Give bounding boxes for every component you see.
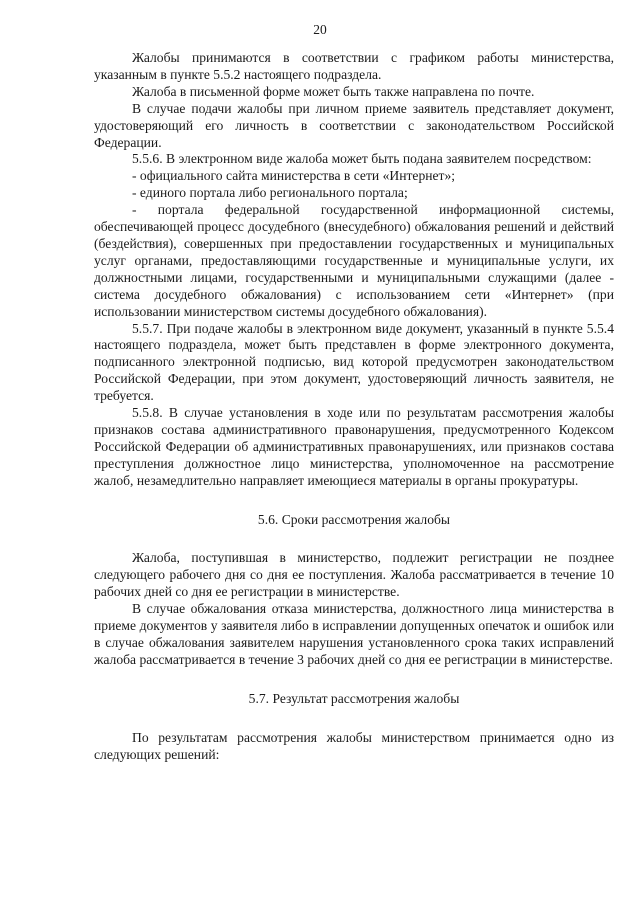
paragraph-5-5-6: 5.5.6. В электронном виде жалоба может быть подана заявителем посредством:	[132, 151, 592, 167]
list-item-unified-portal: - единого портала либо регионального портала;	[132, 185, 408, 201]
document-body	[94, 50, 614, 764]
paragraph-refusal-appeal-term: В случае обжалования отказа министерства, должностного лица министерства в приеме документов у заявителя либо в исправлении допущенных опечаток и ошибок или в случае обжалования заявителем нарушения установленного срока таких исправлений жалоба рассматривается в течение 3 рабочих дней со дня ее регистрации в министерстве.	[94, 601, 614, 667]
paragraph-decision-intro: По результатам рассмотрения жалобы министерством принимается одно из следующих решений:	[94, 729, 614, 762]
paragraph-5-5-7: 5.5.7. При подаче жалобы в электронном виде документ, указанный в пункте 5.5.4 настоящего подраздела, может быть представлен в форме электронного документа, подписанного электронной подписью, вид которой предусмотрен законодательством Российской Федерации, при этом документ, удостоверяющий личность заявителя, не требуется.	[94, 320, 614, 404]
list-item-federal-portal: - портала федеральной государственной информационной системы, обеспечивающей процесс досудебного (внесудебного) обжалования решений и действий (бездействия), совершенных при предоставлении государственных и муниципальных услуг органами, предоставляющими государственные и муниципальные услуги, их должностными лицами, государственными и муниципальными служащими (далее - система досудебного обжалования) с использованием сети «Интернет» (при использовании министерством системы досудебного обжалования).	[94, 202, 614, 319]
paragraph-schedule: Жалобы принимаются в соответствии с графиком работы министерства, указанным в пункте 5.5.2 настоящего подраздела.	[94, 50, 614, 82]
section-heading-5-7: 5.7. Результат рассмотрения жалобы	[248, 690, 460, 706]
section-heading-5-6: 5.6. Сроки рассмотрения жалобы	[257, 511, 451, 527]
paragraph-5-5-8: 5.5.8. В случае установления в ходе или по результатам рассмотрения жалобы признаков состава административного правонарушения, предусмотренного Кодексом Российской Федерации об административных правонарушениях, или признаков состава преступления должностное лицо министерства, уполномоченное на рассмотрение жалоб, незамедлительно направляет имеющиеся материалы в органы прокуратуры.	[94, 405, 614, 488]
paragraph-personal-reception: В случае подачи жалобы при личном приеме заявитель представляет документ, удостоверяющий его личность в соответствии с законодательством Российской Федерации.	[94, 100, 614, 150]
paragraph-registration-term: Жалоба, поступившая в министерство, подлежит регистрации не позднее следующего рабочего дня со дня ее поступления. Жалоба рассматривается в течение 10 рабочих дней со дня ее регистрации в министерстве.	[94, 550, 614, 600]
page-number: 20	[313, 22, 327, 37]
list-item-official-site: - официального сайта министерства в сети «Интернет»;	[132, 168, 456, 184]
paragraph-mail: Жалоба в письменной форме может быть также направлена по почте.	[132, 83, 535, 99]
